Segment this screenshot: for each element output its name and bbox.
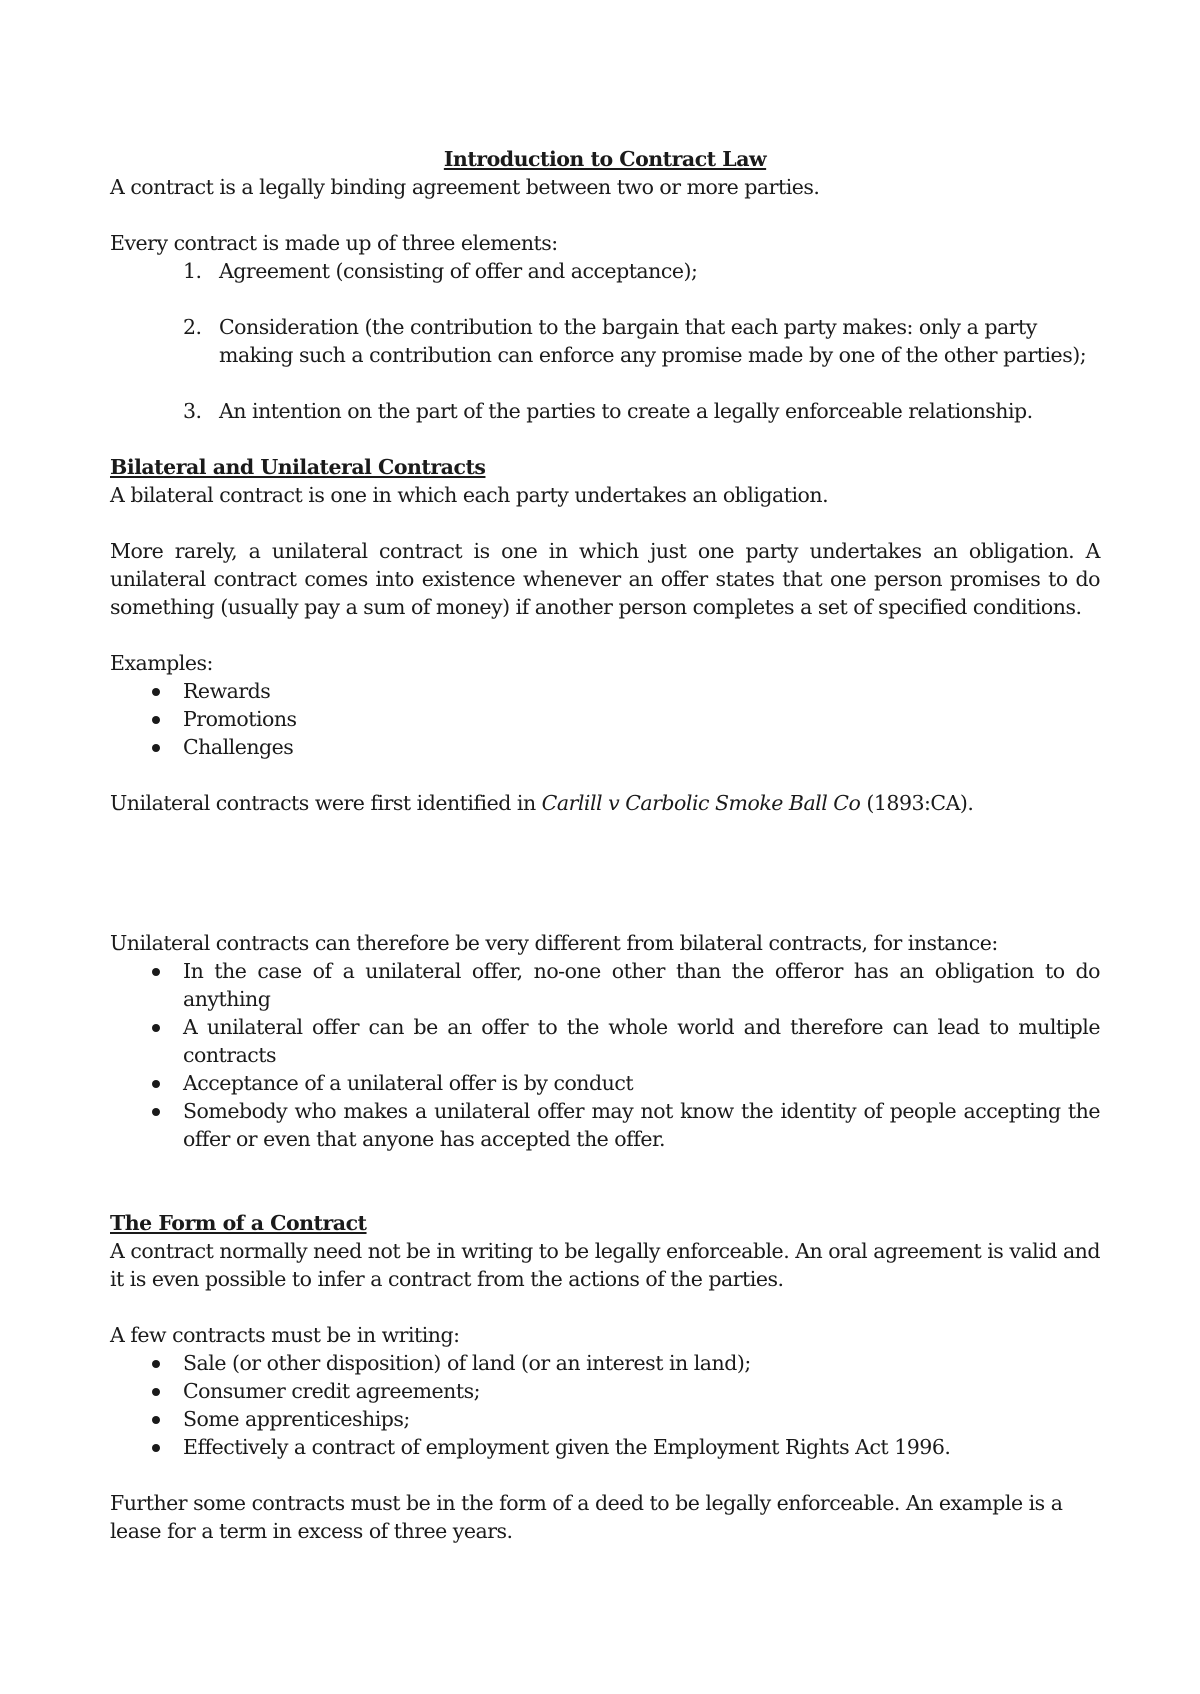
examples-lead: Examples: (110, 651, 213, 675)
spacer (110, 1293, 1100, 1321)
list-item-text: Challenges (183, 735, 294, 759)
list-item (110, 257, 1100, 285)
bullet-icon (152, 1360, 160, 1368)
list-item (110, 705, 1100, 733)
list-item-text: An intention on the part of the parties to create a legally enforceable relationship. (219, 399, 1033, 423)
writing-lead: A few contracts must be in writing: (110, 1323, 460, 1347)
list-item-text: In the case of a unilateral offer, no-one other than the offeror has an obligation to do anything (183, 959, 1100, 1011)
differences-list (110, 957, 1100, 1153)
list-item-text: Somebody who makes a unilateral offer may not know the identity of people accepting the offer or even that anyone has accepted the offer. (183, 1099, 1100, 1151)
list-item-text: Consideration (the contribution to the bargain that each party makes: only a party making such a contribution can enforce any promise made by one of the other parties); (219, 315, 1087, 367)
list-number: 1. (183, 259, 202, 283)
elements-list (110, 257, 1100, 425)
case-name: Carlill v Carbolic Smoke Ball Co (541, 791, 861, 815)
bilateral-definition: A bilateral contract is one in which each party undertakes an obligation. (110, 483, 829, 507)
spacer (110, 201, 1100, 229)
carlill-pre: Unilateral contracts were first identified in (110, 791, 542, 815)
carlill-post: (1893:CA). (860, 791, 974, 815)
list-item (110, 733, 1100, 761)
document-title: Introduction to Contract Law (443, 147, 767, 171)
bullet-icon (152, 688, 160, 696)
list-item (110, 1433, 1100, 1461)
section-heading-form: The Form of a Contract (110, 1211, 367, 1235)
contract-definition: A contract is a legally binding agreement between two or more parties. (110, 175, 820, 199)
elements-lead: Every contract is made up of three elements: (110, 231, 558, 255)
differences-lead: Unilateral contracts can therefore be very different from bilateral contracts, for instance: (110, 931, 998, 955)
section-heading-bilateral: Bilateral and Unilateral Contracts (110, 455, 486, 479)
list-number: 3. (183, 399, 202, 423)
carlill-sentence (110, 789, 1100, 817)
list-item-text: A unilateral offer can be an offer to the whole world and therefore can lead to multiple contracts (183, 1015, 1100, 1067)
bullet-icon (152, 1024, 160, 1032)
list-item-text: Sale (or other disposition) of land (or an interest in land); (183, 1351, 751, 1375)
examples-list (110, 677, 1100, 761)
list-item-text: Consumer credit agreements; (183, 1379, 481, 1403)
bullet-icon (152, 744, 160, 752)
bullet-icon (152, 1108, 160, 1116)
list-item (110, 1097, 1100, 1153)
list-item-text: Rewards (183, 679, 271, 703)
bullet-icon (152, 1416, 160, 1424)
spacer (110, 1461, 1100, 1489)
document-page (110, 145, 1100, 1545)
unilateral-definition: More rarely, a unilateral contract is one in which just one party undertakes an obligation. A unilateral contract comes into existence whenever an offer states that one person promises to do something (usually pay a sum of money) if another person completes a set of specified conditions. (110, 539, 1100, 619)
spacer (110, 817, 1100, 929)
spacer (110, 1153, 1100, 1209)
bullet-icon (152, 716, 160, 724)
list-item (110, 397, 1100, 425)
spacer (110, 509, 1100, 537)
list-item-text: Some apprenticeships; (183, 1407, 410, 1431)
list-item (110, 1013, 1100, 1069)
list-item-text: Effectively a contract of employment given the Employment Rights Act 1996. (183, 1435, 951, 1459)
deed-paragraph: Further some contracts must be in the form of a deed to be legally enforceable. An example is a lease for a term in excess of three years. (110, 1491, 1063, 1543)
bullet-icon (152, 1080, 160, 1088)
list-number: 2. (183, 315, 202, 339)
list-item (110, 1349, 1100, 1377)
list-item (110, 677, 1100, 705)
list-item-text: Agreement (consisting of offer and acceptance); (219, 259, 698, 283)
list-item-text: Promotions (183, 707, 297, 731)
list-item (110, 1405, 1100, 1433)
list-item (110, 1377, 1100, 1405)
form-paragraph: A contract normally need not be in writing to be legally enforceable. An oral agreement is valid and it is even possible to infer a contract from the actions of the parties. (110, 1239, 1100, 1291)
bullet-icon (152, 968, 160, 976)
spacer (110, 621, 1100, 649)
list-item (110, 957, 1100, 1013)
bullet-icon (152, 1388, 160, 1396)
list-item (110, 1069, 1100, 1097)
spacer (110, 761, 1100, 789)
bullet-icon (152, 1444, 160, 1452)
list-item (110, 313, 1100, 369)
writing-list (110, 1349, 1100, 1461)
list-item-text: Acceptance of a unilateral offer is by conduct (183, 1071, 634, 1095)
